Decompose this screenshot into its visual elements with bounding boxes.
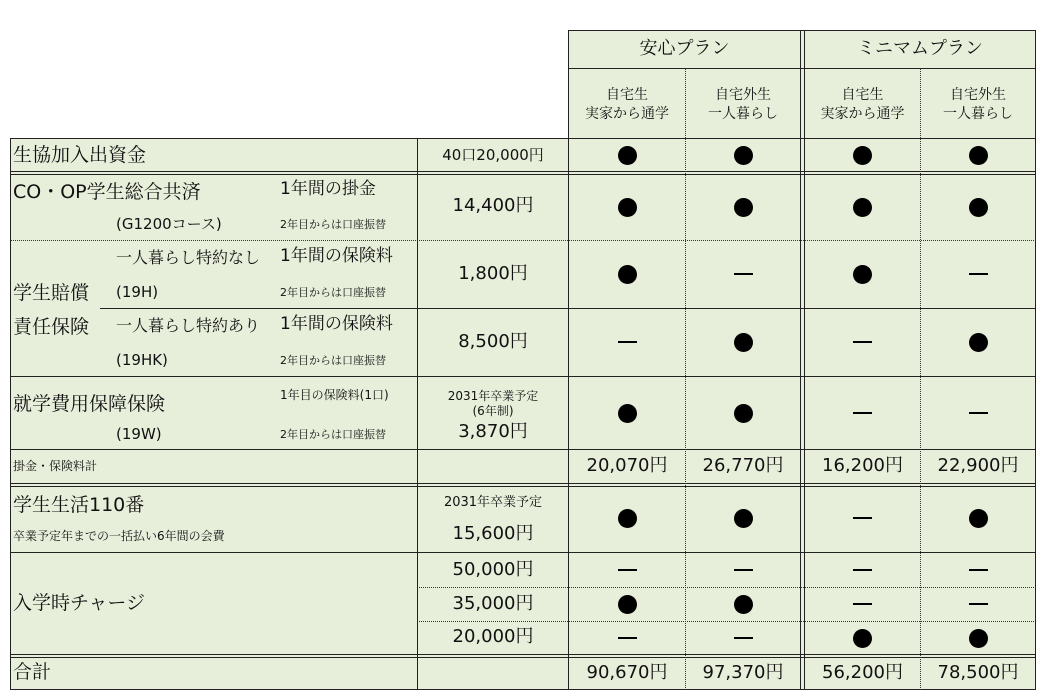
row-bais-b-sub: (19HK) — [116, 351, 168, 369]
mark-dash-charge-50000-minimum-home — [853, 569, 872, 571]
row-coop-label: CO・OP学生総合共済 — [13, 181, 201, 203]
total-minimum-home: 56,200円 — [822, 662, 903, 683]
charge-price-50000: 50,000円 — [452, 559, 534, 580]
mark-dash-bais-b-anshin-home — [618, 341, 637, 343]
bais-header-1: 学生賠償 — [13, 282, 90, 304]
mark-dot-shugaku-anshin-home — [618, 404, 637, 423]
mark-dash-charge-50000-anshin-alone — [734, 569, 753, 571]
charge-price-35000: 35,000円 — [452, 593, 534, 614]
row-shugaku-price-1: 2031年卒業予定 — [447, 389, 539, 403]
mark-dash-charge-35000-minimum-alone — [969, 603, 988, 605]
row-shugaku-term: 1年目の保険料(1口) — [280, 388, 389, 402]
mark-dot-charge-20000-minimum-home — [853, 629, 872, 648]
charge-label: 入学時チャージ — [13, 592, 146, 614]
mark-dash-bais-a-anshin-alone — [734, 273, 753, 275]
row-shugaku-price-2: (6年制) — [472, 404, 514, 418]
mark-dot-seikyo-anshin-home — [618, 146, 637, 165]
row-life110-price-2: 15,600円 — [452, 523, 534, 544]
row-coop-price: 14,400円 — [452, 195, 534, 216]
mark-dot-seikyo-minimum-alone — [969, 146, 988, 165]
mark-dash-shugaku-minimum-alone — [969, 412, 988, 414]
subtotal-anshin-alone: 26,770円 — [702, 455, 784, 476]
row-bais-a-note: 2年目からは口座振替 — [280, 286, 386, 299]
mark-dot-bais-a-anshin-home — [618, 265, 637, 284]
mark-dot-shugaku-anshin-alone — [734, 404, 753, 423]
mark-dash-charge-35000-minimum-home — [853, 603, 872, 605]
subtotal-minimum-home: 16,200円 — [822, 455, 903, 476]
total-anshin-alone: 97,370円 — [702, 662, 784, 683]
row-total-label: 合計 — [13, 661, 52, 683]
mark-dash-bais-a-minimum-alone — [969, 273, 988, 275]
mark-dot-bais-b-anshin-alone — [734, 333, 753, 352]
mark-dot-charge-20000-minimum-alone — [969, 629, 988, 648]
row-bais-b-label: 一人暮らし特約あり — [116, 316, 261, 335]
row-bais-a-label: 一人暮らし特約なし — [116, 248, 261, 267]
mark-dash-charge-20000-anshin-alone — [734, 637, 753, 639]
row-life110-price-1: 2031年卒業予定 — [443, 495, 543, 510]
mark-dot-coop-minimum-alone — [969, 198, 988, 217]
mark-dot-coop-anshin-alone — [734, 198, 753, 217]
row-life110-label: 学生生活110番 — [13, 494, 145, 516]
mark-dot-charge-35000-anshin-alone — [734, 595, 753, 614]
row-shugaku-note: 2年目からは口座振替 — [280, 428, 386, 441]
mark-dash-life110-minimum-home — [853, 517, 872, 519]
mark-dot-life110-anshin-home — [618, 509, 637, 528]
col-minimum-alone-2: 一人暮らし — [943, 106, 1013, 122]
row-bais-a-sub: (19H) — [116, 283, 159, 301]
row-coop-sub: (G1200コース) — [116, 215, 222, 233]
col-anshin-home-1: 自宅生 — [606, 87, 648, 103]
row-bais-a-price: 1,800円 — [458, 263, 528, 284]
subtotal-anshin-home: 20,070円 — [586, 455, 668, 476]
row-coop-note: 2年目からは口座振替 — [280, 218, 386, 231]
total-minimum-alone: 78,500円 — [937, 662, 1019, 683]
subtotal-minimum-alone: 22,900円 — [937, 455, 1019, 476]
mark-dot-life110-minimum-alone — [969, 509, 988, 528]
row-life110-sub: 卒業予定年までの一括払い6年間の会費 — [13, 529, 225, 543]
bais-header-2: 責任保険 — [13, 316, 90, 338]
mark-dot-bais-b-minimum-alone — [969, 333, 988, 352]
col-anshin-alone-2: 一人暮らし — [708, 106, 778, 122]
row-bais-b-note: 2年目からは口座振替 — [280, 354, 386, 367]
row-shugaku-sub: (19W) — [116, 425, 162, 443]
mark-dash-charge-50000-minimum-alone — [969, 569, 988, 571]
row-bais-b-price: 8,500円 — [458, 331, 528, 352]
mark-dot-seikyo-anshin-alone — [734, 146, 753, 165]
mark-dot-coop-anshin-home — [618, 198, 637, 217]
row-seikyo-price: 40口20,000円 — [442, 146, 544, 164]
charge-price-20000: 20,000円 — [452, 626, 534, 647]
row-bais-a-term: 1年間の保険料 — [280, 246, 393, 266]
mark-dash-charge-20000-anshin-home — [618, 637, 637, 639]
mark-dot-life110-anshin-alone — [734, 509, 753, 528]
mark-dot-charge-35000-anshin-home — [618, 595, 637, 614]
row-seikyo-label: 生協加入出資金 — [13, 144, 147, 166]
total-anshin-home: 90,670円 — [586, 662, 668, 683]
mark-dot-seikyo-minimum-home — [853, 146, 872, 165]
mark-dash-shugaku-minimum-home — [853, 412, 872, 414]
col-minimum-alone-1: 自宅外生 — [950, 87, 1006, 103]
mark-dash-bais-b-minimum-home — [853, 341, 872, 343]
col-anshin-home-2: 実家から通学 — [585, 106, 669, 122]
row-shugaku-price-3: 3,870円 — [458, 421, 528, 442]
row-shugaku-label: 就学費用保障保険 — [13, 393, 166, 415]
plan-minimum-title: ミニマムプラン — [857, 38, 983, 59]
row-coop-term: 1年間の掛金 — [280, 179, 376, 199]
mark-dot-coop-minimum-home — [853, 198, 872, 217]
mark-dash-charge-50000-anshin-home — [618, 569, 637, 571]
row-subtotal-label: 掛金・保険料計 — [13, 459, 98, 473]
col-anshin-alone-1: 自宅外生 — [715, 87, 771, 103]
col-minimum-home-1: 自宅生 — [841, 87, 884, 103]
mark-dot-bais-a-minimum-home — [853, 265, 872, 284]
plan-anshin-title: 安心プラン — [639, 38, 730, 59]
row-bais-b-term: 1年間の保険料 — [280, 314, 393, 334]
col-minimum-home-2: 実家から通学 — [820, 106, 905, 122]
